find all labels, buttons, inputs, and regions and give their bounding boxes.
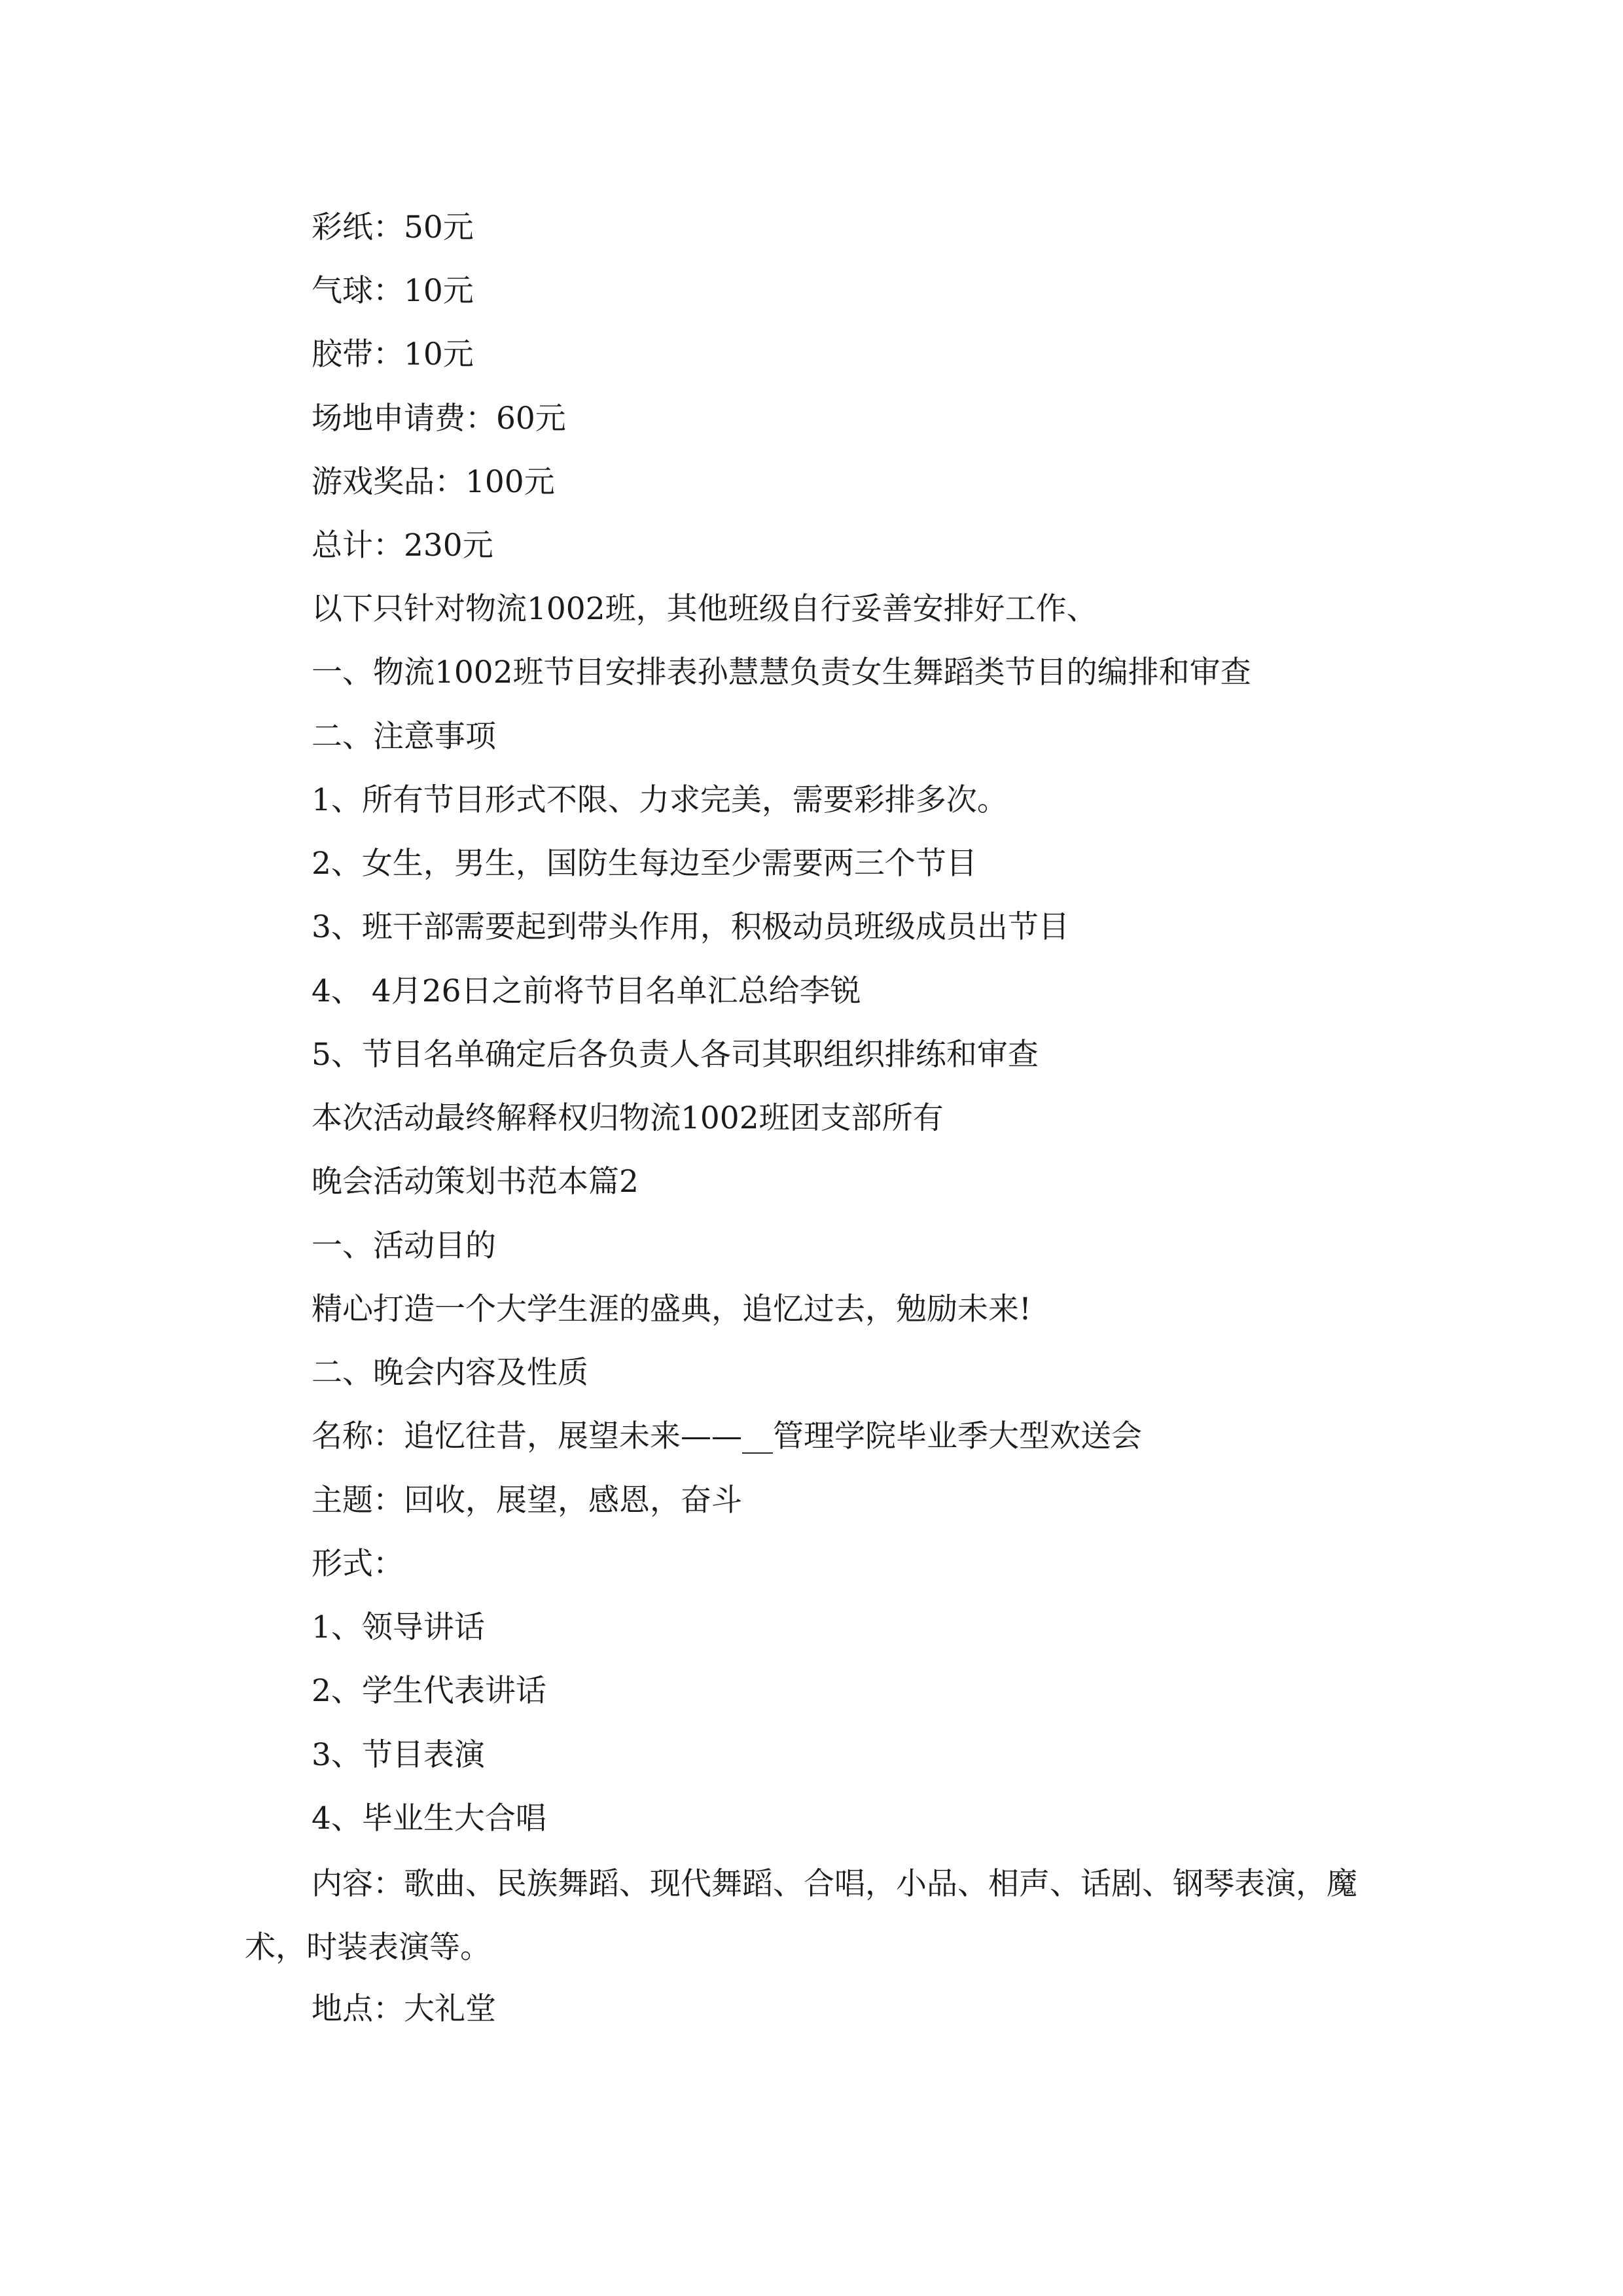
content-paragraph: 内容：歌曲、民族舞蹈、现代舞蹈、合唱，小品、相声、话剧、钢琴表演，魔术，时装表演等。 (245, 1866, 1357, 1965)
text-line: 总计：230元 (312, 528, 493, 564)
document-subtitle: 晚会活动策划书范本篇2 (312, 1164, 639, 1200)
text-line: 5、节目名单确定后各负责人各司其职组织排练和审查 (312, 1037, 1039, 1073)
text-line: 4、毕业生大合唱 (312, 1801, 546, 1837)
text-line: 4、 4月26日之前将节目名单汇总给李锐 (312, 973, 861, 1009)
section-heading: 二、晚会内容及性质 (312, 1355, 588, 1391)
text-line: 2、学生代表讲话 (312, 1673, 546, 1709)
text-line: 胶带：10元 (312, 336, 474, 372)
text-line: 地点：大礼堂 (312, 1991, 496, 2027)
text-line: 1、领导讲话 (312, 1609, 485, 1645)
text-line: 彩纸：50元 (312, 209, 474, 245)
text-line: 形式： (312, 1546, 404, 1582)
text-line: 主题：回收，展望，感恩，奋斗 (312, 1482, 742, 1518)
text-line: 场地申请费：60元 (312, 401, 566, 437)
text-line: 1、所有节目形式不限、力求完美，需要彩排多次。 (312, 782, 1008, 818)
text-line: 游戏奖品：100元 (312, 464, 555, 500)
section-heading: 一、活动目的 (312, 1228, 496, 1264)
text-line: 名称：追忆往昔，展望未来——__管理学院毕业季大型欢送会 (312, 1418, 1142, 1454)
text-line: 气球：10元 (312, 273, 474, 309)
text-line: 2、女生，男生，国防生每边至少需要两三个节目 (312, 846, 977, 882)
text-line: 一、物流1002班节目安排表孙慧慧负责女生舞蹈类节目的编排和审查 (312, 655, 1251, 691)
section-heading: 二、注意事项 (312, 719, 496, 755)
text-line: 本次活动最终解释权归物流1002班团支部所有 (312, 1100, 944, 1136)
text-line: 3、班干部需要起到带头作用，积极动员班级成员出节目 (312, 909, 1069, 945)
text-line: 3、节目表演 (312, 1737, 485, 1773)
text-line: 以下只针对物流1002班，其他班级自行妥善安排好工作、 (312, 591, 1097, 627)
text-line: 精心打造一个大学生涯的盛典，追忆过去，勉励未来! (312, 1291, 1031, 1327)
